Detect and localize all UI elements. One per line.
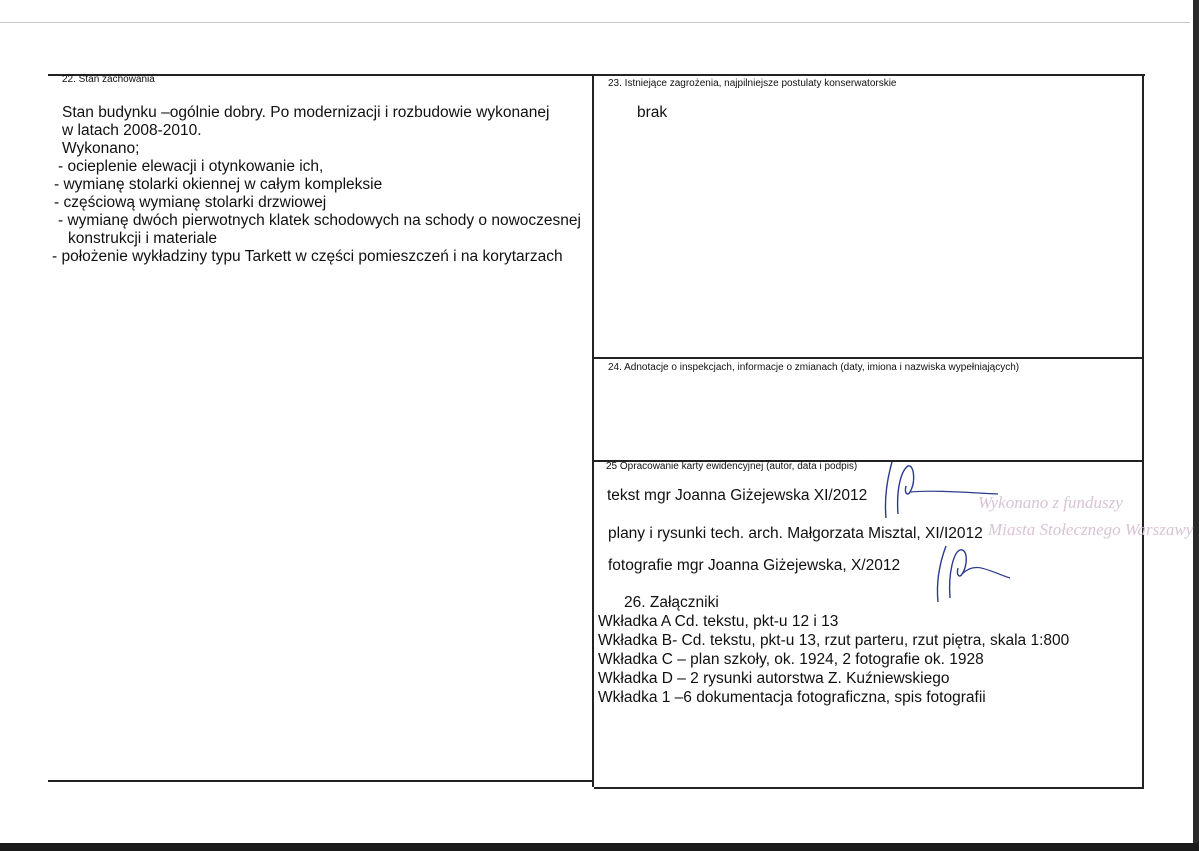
section23-text: brak — [637, 104, 668, 121]
section22-line: - częściową wymianę stolarki drzwiowej — [54, 194, 327, 211]
section22-line: - wymianę dwóch pierwotnych klatek schodowych na schody o nowoczesnej — [58, 212, 581, 229]
form-bottom-rule-left — [48, 780, 594, 782]
section24-header: 24. Adnotacje o inspekcjach, informacje o zmianach (daty, imiona i nazwiska wypełniających) — [608, 362, 1020, 373]
section24-top-rule — [594, 357, 1144, 359]
section22-line: konstrukcji i materiale — [68, 230, 218, 247]
stamp-line: Wykonano z funduszy — [978, 493, 1123, 512]
section22-line: - położenie wykładziny typu Tarkett w części pomieszczeń i na korytarzach — [52, 248, 563, 265]
section22-line: - ocieplenie elewacji i otynkowanie ich, — [58, 158, 324, 175]
scan-top-edge — [0, 22, 1190, 23]
form-bottom-rule-right — [594, 787, 1144, 789]
section25-header: 25 Opracowanie karty ewidencyjnej (autor, data i podpis) — [606, 461, 858, 472]
form-right-border — [1142, 74, 1144, 789]
author-plans-line: plany i rysunki tech. arch. Małgorzata Misztal, XI/I2012 — [608, 525, 983, 542]
section22-line: Stan budynku –ogólnie dobry. Po modernizacji i rozbudowie wykonanej — [62, 104, 550, 121]
attachment-item: Wkładka B- Cd. tekstu, pkt-u 13, rzut parteru, rzut piętra, skala 1:800 — [598, 632, 1070, 649]
scan-right-border — [1193, 0, 1199, 851]
attachment-item: Wkładka C – plan szkoły, ok. 1924, 2 fotografie ok. 1928 — [598, 651, 984, 668]
section26-header: 26. Załączniki — [624, 594, 719, 611]
scan-bottom-border — [0, 843, 1199, 851]
author-photos-line: fotografie mgr Joanna Giżejewska, X/2012 — [608, 557, 901, 574]
attachment-item: Wkładka D – 2 rysunki autorstwa Z. Kuźniewskiego — [598, 670, 950, 687]
section22-line: - wymianę stolarki okiennej w całym kompleksie — [54, 176, 383, 193]
section22-line: Wykonano; — [62, 140, 140, 157]
section22-header: 22. Stan zachowania — [62, 74, 155, 85]
form-column-divider — [592, 74, 594, 787]
section22-line: w latach 2008-2010. — [62, 122, 202, 139]
author-text-line: tekst mgr Joanna Giżejewska XI/2012 — [607, 487, 868, 504]
attachment-item: Wkładka A Cd. tekstu, pkt-u 12 i 13 — [598, 613, 839, 630]
stamp-line: Miasta Stołecznego Warszawy — [988, 520, 1194, 539]
section23-header: 23. Istniejące zagrożenia, najpilniejsze postulaty konserwatorskie — [608, 78, 897, 89]
attachment-item: Wkładka 1 –6 dokumentacja fotograficzna, spis fotografii — [598, 689, 986, 706]
signature-photos — [930, 532, 1020, 612]
signature-text — [880, 456, 1000, 528]
form-top-rule — [48, 74, 1145, 76]
